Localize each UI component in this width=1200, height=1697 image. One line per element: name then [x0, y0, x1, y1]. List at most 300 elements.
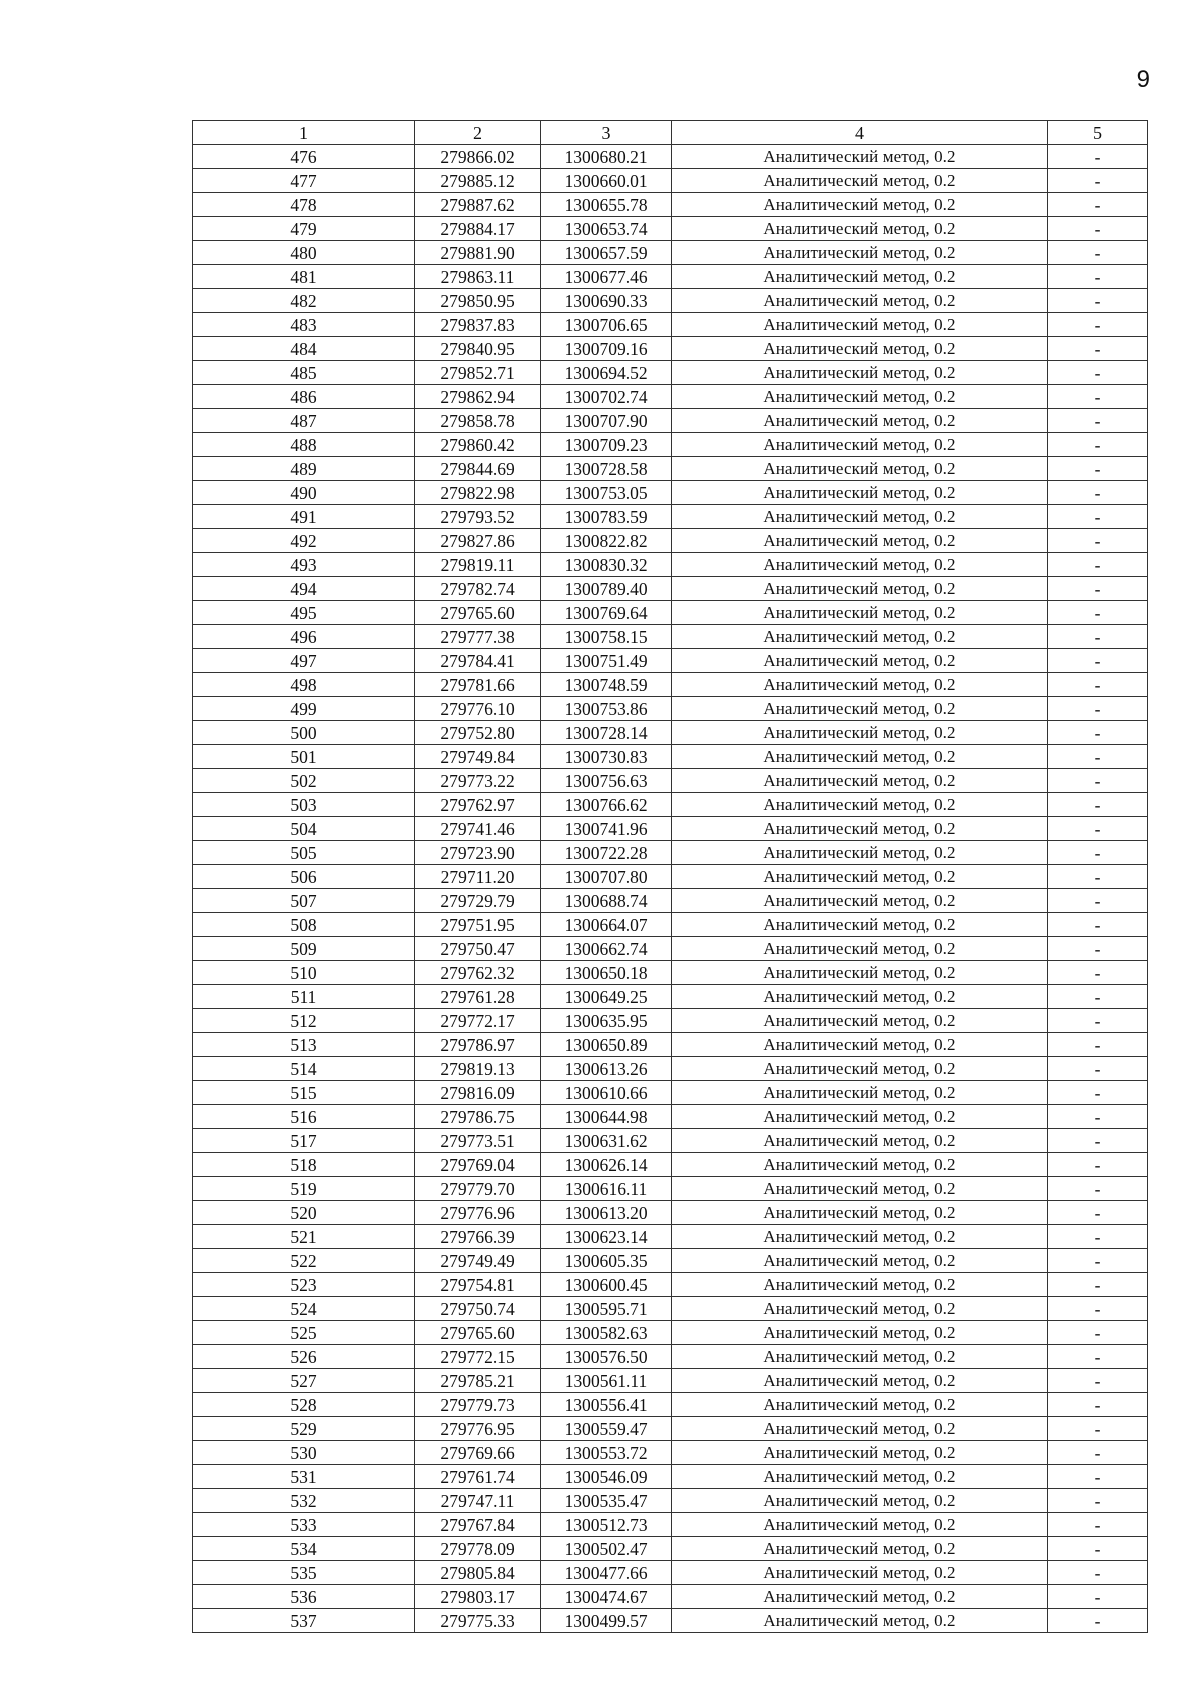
x-coordinate-cell: 279778.09 [415, 1537, 541, 1561]
remark-cell: - [1048, 1129, 1148, 1153]
table-row [193, 865, 1148, 889]
y-coordinate-cell: 1300559.47 [541, 1417, 672, 1441]
method-accuracy-cell: Аналитический метод, 0.2 [672, 409, 1048, 433]
y-coordinate-cell: 1300702.74 [541, 385, 672, 409]
table-row [193, 673, 1148, 697]
method-accuracy-cell: Аналитический метод, 0.2 [672, 1321, 1048, 1345]
method-accuracy-cell: Аналитический метод, 0.2 [672, 265, 1048, 289]
table-row [193, 721, 1148, 745]
remark-cell: - [1048, 649, 1148, 673]
x-coordinate-cell: 279741.46 [415, 817, 541, 841]
x-coordinate-cell: 279751.95 [415, 913, 541, 937]
point-number-cell: 526 [193, 1345, 415, 1369]
y-coordinate-cell: 1300730.83 [541, 745, 672, 769]
method-accuracy-cell: Аналитический метод, 0.2 [672, 1129, 1048, 1153]
x-coordinate-cell: 279844.69 [415, 457, 541, 481]
y-coordinate-cell: 1300512.73 [541, 1513, 672, 1537]
point-number-cell: 517 [193, 1129, 415, 1153]
point-number-cell: 489 [193, 457, 415, 481]
y-coordinate-cell: 1300657.59 [541, 241, 672, 265]
y-coordinate-cell: 1300553.72 [541, 1441, 672, 1465]
x-coordinate-cell: 279750.74 [415, 1297, 541, 1321]
table-row [193, 913, 1148, 937]
table-row [193, 1321, 1148, 1345]
method-accuracy-cell: Аналитический метод, 0.2 [672, 529, 1048, 553]
x-coordinate-cell: 279729.79 [415, 889, 541, 913]
method-accuracy-cell: Аналитический метод, 0.2 [672, 865, 1048, 889]
remark-cell: - [1048, 169, 1148, 193]
table-row [193, 457, 1148, 481]
y-coordinate-cell: 1300707.90 [541, 409, 672, 433]
x-coordinate-cell: 279775.33 [415, 1609, 541, 1633]
method-accuracy-cell: Аналитический метод, 0.2 [672, 793, 1048, 817]
remark-cell: - [1048, 289, 1148, 313]
table-row [193, 1249, 1148, 1273]
y-coordinate-cell: 1300623.14 [541, 1225, 672, 1249]
x-coordinate-cell: 279781.66 [415, 673, 541, 697]
method-accuracy-cell: Аналитический метод, 0.2 [672, 1561, 1048, 1585]
y-coordinate-cell: 1300783.59 [541, 505, 672, 529]
point-number-cell: 535 [193, 1561, 415, 1585]
x-coordinate-cell: 279819.11 [415, 553, 541, 577]
point-number-cell: 488 [193, 433, 415, 457]
remark-cell: - [1048, 313, 1148, 337]
table-row [193, 1609, 1148, 1633]
method-accuracy-cell: Аналитический метод, 0.2 [672, 1465, 1048, 1489]
remark-cell: - [1048, 577, 1148, 601]
remark-cell: - [1048, 625, 1148, 649]
remark-cell: - [1048, 1465, 1148, 1489]
remark-cell: - [1048, 505, 1148, 529]
method-accuracy-cell: Аналитический метод, 0.2 [672, 1177, 1048, 1201]
table-row [193, 193, 1148, 217]
table-row [193, 1177, 1148, 1201]
point-number-cell: 492 [193, 529, 415, 553]
remark-cell: - [1048, 721, 1148, 745]
y-coordinate-cell: 1300655.78 [541, 193, 672, 217]
point-number-cell: 534 [193, 1537, 415, 1561]
point-number-cell: 533 [193, 1513, 415, 1537]
point-number-cell: 480 [193, 241, 415, 265]
point-number-cell: 499 [193, 697, 415, 721]
x-coordinate-cell: 279863.11 [415, 265, 541, 289]
x-coordinate-cell: 279782.74 [415, 577, 541, 601]
remark-cell: - [1048, 1201, 1148, 1225]
x-coordinate-cell: 279866.02 [415, 145, 541, 169]
x-coordinate-cell: 279749.84 [415, 745, 541, 769]
method-accuracy-cell: Аналитический метод, 0.2 [672, 625, 1048, 649]
table-row [193, 1297, 1148, 1321]
x-coordinate-cell: 279773.51 [415, 1129, 541, 1153]
method-accuracy-cell: Аналитический метод, 0.2 [672, 697, 1048, 721]
method-accuracy-cell: Аналитический метод, 0.2 [672, 1585, 1048, 1609]
remark-cell: - [1048, 265, 1148, 289]
x-coordinate-cell: 279769.04 [415, 1153, 541, 1177]
method-accuracy-cell: Аналитический метод, 0.2 [672, 577, 1048, 601]
x-coordinate-cell: 279852.71 [415, 361, 541, 385]
x-coordinate-cell: 279772.15 [415, 1345, 541, 1369]
x-coordinate-cell: 279766.39 [415, 1225, 541, 1249]
method-accuracy-cell: Аналитический метод, 0.2 [672, 1033, 1048, 1057]
table-row [193, 1033, 1148, 1057]
remark-cell: - [1048, 217, 1148, 241]
y-coordinate-cell: 1300626.14 [541, 1153, 672, 1177]
x-coordinate-cell: 279761.74 [415, 1465, 541, 1489]
remark-cell: - [1048, 385, 1148, 409]
method-accuracy-cell: Аналитический метод, 0.2 [672, 769, 1048, 793]
header-cell-4: 4 [672, 121, 1048, 145]
x-coordinate-cell: 279881.90 [415, 241, 541, 265]
table-row [193, 217, 1148, 241]
method-accuracy-cell: Аналитический метод, 0.2 [672, 889, 1048, 913]
point-number-cell: 494 [193, 577, 415, 601]
y-coordinate-cell: 1300680.21 [541, 145, 672, 169]
x-coordinate-cell: 279767.84 [415, 1513, 541, 1537]
point-number-cell: 507 [193, 889, 415, 913]
x-coordinate-cell: 279862.94 [415, 385, 541, 409]
point-number-cell: 483 [193, 313, 415, 337]
y-coordinate-cell: 1300758.15 [541, 625, 672, 649]
table-row [193, 145, 1148, 169]
table-row [193, 505, 1148, 529]
y-coordinate-cell: 1300649.25 [541, 985, 672, 1009]
method-accuracy-cell: Аналитический метод, 0.2 [672, 481, 1048, 505]
point-number-cell: 477 [193, 169, 415, 193]
remark-cell: - [1048, 529, 1148, 553]
table-row [193, 649, 1148, 673]
table-row [193, 1465, 1148, 1489]
table-row [193, 769, 1148, 793]
table-row [193, 817, 1148, 841]
method-accuracy-cell: Аналитический метод, 0.2 [672, 817, 1048, 841]
y-coordinate-cell: 1300631.62 [541, 1129, 672, 1153]
remark-cell: - [1048, 553, 1148, 577]
point-number-cell: 502 [193, 769, 415, 793]
remark-cell: - [1048, 193, 1148, 217]
remark-cell: - [1048, 1249, 1148, 1273]
table-row [193, 1129, 1148, 1153]
method-accuracy-cell: Аналитический метод, 0.2 [672, 1273, 1048, 1297]
remark-cell: - [1048, 1369, 1148, 1393]
coordinates-table [192, 120, 1148, 1633]
remark-cell: - [1048, 1057, 1148, 1081]
y-coordinate-cell: 1300561.11 [541, 1369, 672, 1393]
x-coordinate-cell: 279776.10 [415, 697, 541, 721]
remark-cell: - [1048, 793, 1148, 817]
point-number-cell: 537 [193, 1609, 415, 1633]
remark-cell: - [1048, 1273, 1148, 1297]
point-number-cell: 509 [193, 937, 415, 961]
method-accuracy-cell: Аналитический метод, 0.2 [672, 1393, 1048, 1417]
method-accuracy-cell: Аналитический метод, 0.2 [672, 601, 1048, 625]
remark-cell: - [1048, 1105, 1148, 1129]
remark-cell: - [1048, 1585, 1148, 1609]
table-row [193, 241, 1148, 265]
x-coordinate-cell: 279803.17 [415, 1585, 541, 1609]
method-accuracy-cell: Аналитический метод, 0.2 [672, 337, 1048, 361]
remark-cell: - [1048, 1033, 1148, 1057]
x-coordinate-cell: 279785.21 [415, 1369, 541, 1393]
point-number-cell: 528 [193, 1393, 415, 1417]
method-accuracy-cell: Аналитический метод, 0.2 [672, 937, 1048, 961]
x-coordinate-cell: 279750.47 [415, 937, 541, 961]
x-coordinate-cell: 279761.28 [415, 985, 541, 1009]
y-coordinate-cell: 1300610.66 [541, 1081, 672, 1105]
y-coordinate-cell: 1300664.07 [541, 913, 672, 937]
y-coordinate-cell: 1300502.47 [541, 1537, 672, 1561]
x-coordinate-cell: 279752.80 [415, 721, 541, 745]
point-number-cell: 514 [193, 1057, 415, 1081]
method-accuracy-cell: Аналитический метод, 0.2 [672, 217, 1048, 241]
method-accuracy-cell: Аналитический метод, 0.2 [672, 1105, 1048, 1129]
remark-cell: - [1048, 433, 1148, 457]
y-coordinate-cell: 1300753.86 [541, 697, 672, 721]
x-coordinate-cell: 279747.11 [415, 1489, 541, 1513]
table-row [193, 553, 1148, 577]
point-number-cell: 520 [193, 1201, 415, 1225]
y-coordinate-cell: 1300766.62 [541, 793, 672, 817]
table-row [193, 1489, 1148, 1513]
y-coordinate-cell: 1300653.74 [541, 217, 672, 241]
point-number-cell: 522 [193, 1249, 415, 1273]
table-row [193, 793, 1148, 817]
method-accuracy-cell: Аналитический метод, 0.2 [672, 169, 1048, 193]
remark-cell: - [1048, 457, 1148, 481]
table-row [193, 169, 1148, 193]
remark-cell: - [1048, 913, 1148, 937]
table-row [193, 1369, 1148, 1393]
y-coordinate-cell: 1300822.82 [541, 529, 672, 553]
y-coordinate-cell: 1300535.47 [541, 1489, 672, 1513]
table-row [193, 433, 1148, 457]
x-coordinate-cell: 279850.95 [415, 289, 541, 313]
table-row [193, 409, 1148, 433]
table-row [193, 265, 1148, 289]
table-row [193, 481, 1148, 505]
y-coordinate-cell: 1300769.64 [541, 601, 672, 625]
method-accuracy-cell: Аналитический метод, 0.2 [672, 1513, 1048, 1537]
remark-cell: - [1048, 1321, 1148, 1345]
page-number: 9 [1136, 66, 1150, 93]
remark-cell: - [1048, 673, 1148, 697]
table-header-row [193, 121, 1148, 145]
method-accuracy-cell: Аналитический метод, 0.2 [672, 1441, 1048, 1465]
table-row [193, 697, 1148, 721]
remark-cell: - [1048, 889, 1148, 913]
y-coordinate-cell: 1300660.01 [541, 169, 672, 193]
table-row [193, 529, 1148, 553]
remark-cell: - [1048, 481, 1148, 505]
x-coordinate-cell: 279858.78 [415, 409, 541, 433]
y-coordinate-cell: 1300650.18 [541, 961, 672, 985]
remark-cell: - [1048, 1345, 1148, 1369]
point-number-cell: 519 [193, 1177, 415, 1201]
table-row [193, 385, 1148, 409]
x-coordinate-cell: 279885.12 [415, 169, 541, 193]
method-accuracy-cell: Аналитический метод, 0.2 [672, 649, 1048, 673]
x-coordinate-cell: 279769.66 [415, 1441, 541, 1465]
y-coordinate-cell: 1300546.09 [541, 1465, 672, 1489]
point-number-cell: 482 [193, 289, 415, 313]
x-coordinate-cell: 279749.49 [415, 1249, 541, 1273]
point-number-cell: 481 [193, 265, 415, 289]
table-row [193, 937, 1148, 961]
method-accuracy-cell: Аналитический метод, 0.2 [672, 673, 1048, 697]
x-coordinate-cell: 279776.96 [415, 1201, 541, 1225]
remark-cell: - [1048, 841, 1148, 865]
table-row [193, 577, 1148, 601]
point-number-cell: 506 [193, 865, 415, 889]
x-coordinate-cell: 279711.20 [415, 865, 541, 889]
point-number-cell: 511 [193, 985, 415, 1009]
remark-cell: - [1048, 865, 1148, 889]
table-row [193, 1081, 1148, 1105]
method-accuracy-cell: Аналитический метод, 0.2 [672, 457, 1048, 481]
point-number-cell: 521 [193, 1225, 415, 1249]
method-accuracy-cell: Аналитический метод, 0.2 [672, 289, 1048, 313]
method-accuracy-cell: Аналитический метод, 0.2 [672, 1609, 1048, 1633]
point-number-cell: 516 [193, 1105, 415, 1129]
method-accuracy-cell: Аналитический метод, 0.2 [672, 1297, 1048, 1321]
x-coordinate-cell: 279884.17 [415, 217, 541, 241]
x-coordinate-cell: 279887.62 [415, 193, 541, 217]
remark-cell: - [1048, 769, 1148, 793]
method-accuracy-cell: Аналитический метод, 0.2 [672, 745, 1048, 769]
method-accuracy-cell: Аналитический метод, 0.2 [672, 1489, 1048, 1513]
y-coordinate-cell: 1300613.20 [541, 1201, 672, 1225]
table-row [193, 601, 1148, 625]
point-number-cell: 513 [193, 1033, 415, 1057]
method-accuracy-cell: Аналитический метод, 0.2 [672, 553, 1048, 577]
y-coordinate-cell: 1300499.57 [541, 1609, 672, 1633]
header-cell-5: 5 [1048, 121, 1148, 145]
y-coordinate-cell: 1300688.74 [541, 889, 672, 913]
y-coordinate-cell: 1300751.49 [541, 649, 672, 673]
table-row [193, 1585, 1148, 1609]
point-number-cell: 501 [193, 745, 415, 769]
table-row [193, 1393, 1148, 1417]
y-coordinate-cell: 1300650.89 [541, 1033, 672, 1057]
point-number-cell: 532 [193, 1489, 415, 1513]
remark-cell: - [1048, 1417, 1148, 1441]
method-accuracy-cell: Аналитический метод, 0.2 [672, 841, 1048, 865]
x-coordinate-cell: 279793.52 [415, 505, 541, 529]
x-coordinate-cell: 279822.98 [415, 481, 541, 505]
x-coordinate-cell: 279765.60 [415, 1321, 541, 1345]
point-number-cell: 510 [193, 961, 415, 985]
method-accuracy-cell: Аналитический метод, 0.2 [672, 1345, 1048, 1369]
y-coordinate-cell: 1300709.23 [541, 433, 672, 457]
remark-cell: - [1048, 409, 1148, 433]
remark-cell: - [1048, 745, 1148, 769]
point-number-cell: 498 [193, 673, 415, 697]
y-coordinate-cell: 1300728.58 [541, 457, 672, 481]
point-number-cell: 478 [193, 193, 415, 217]
y-coordinate-cell: 1300662.74 [541, 937, 672, 961]
y-coordinate-cell: 1300707.80 [541, 865, 672, 889]
remark-cell: - [1048, 697, 1148, 721]
point-number-cell: 527 [193, 1369, 415, 1393]
x-coordinate-cell: 279860.42 [415, 433, 541, 457]
table-row [193, 337, 1148, 361]
method-accuracy-cell: Аналитический метод, 0.2 [672, 241, 1048, 265]
method-accuracy-cell: Аналитический метод, 0.2 [672, 1417, 1048, 1441]
point-number-cell: 497 [193, 649, 415, 673]
table-row [193, 1441, 1148, 1465]
y-coordinate-cell: 1300576.50 [541, 1345, 672, 1369]
method-accuracy-cell: Аналитический метод, 0.2 [672, 1057, 1048, 1081]
x-coordinate-cell: 279772.17 [415, 1009, 541, 1033]
point-number-cell: 484 [193, 337, 415, 361]
y-coordinate-cell: 1300706.65 [541, 313, 672, 337]
table-row [193, 289, 1148, 313]
table-row [193, 1273, 1148, 1297]
method-accuracy-cell: Аналитический метод, 0.2 [672, 505, 1048, 529]
x-coordinate-cell: 279723.90 [415, 841, 541, 865]
y-coordinate-cell: 1300789.40 [541, 577, 672, 601]
x-coordinate-cell: 279754.81 [415, 1273, 541, 1297]
point-number-cell: 490 [193, 481, 415, 505]
table-row [193, 1513, 1148, 1537]
remark-cell: - [1048, 241, 1148, 265]
y-coordinate-cell: 1300728.14 [541, 721, 672, 745]
remark-cell: - [1048, 817, 1148, 841]
remark-cell: - [1048, 1177, 1148, 1201]
x-coordinate-cell: 279779.73 [415, 1393, 541, 1417]
method-accuracy-cell: Аналитический метод, 0.2 [672, 1225, 1048, 1249]
table-row [193, 1057, 1148, 1081]
y-coordinate-cell: 1300830.32 [541, 553, 672, 577]
remark-cell: - [1048, 1297, 1148, 1321]
y-coordinate-cell: 1300677.46 [541, 265, 672, 289]
method-accuracy-cell: Аналитический метод, 0.2 [672, 433, 1048, 457]
table-row [193, 361, 1148, 385]
table-row [193, 1225, 1148, 1249]
point-number-cell: 505 [193, 841, 415, 865]
y-coordinate-cell: 1300644.98 [541, 1105, 672, 1129]
point-number-cell: 476 [193, 145, 415, 169]
remark-cell: - [1048, 1153, 1148, 1177]
header-cell-3: 3 [541, 121, 672, 145]
remark-cell: - [1048, 985, 1148, 1009]
method-accuracy-cell: Аналитический метод, 0.2 [672, 721, 1048, 745]
x-coordinate-cell: 279777.38 [415, 625, 541, 649]
method-accuracy-cell: Аналитический метод, 0.2 [672, 1153, 1048, 1177]
y-coordinate-cell: 1300756.63 [541, 769, 672, 793]
y-coordinate-cell: 1300741.96 [541, 817, 672, 841]
y-coordinate-cell: 1300600.45 [541, 1273, 672, 1297]
remark-cell: - [1048, 1009, 1148, 1033]
y-coordinate-cell: 1300582.63 [541, 1321, 672, 1345]
table-row [193, 985, 1148, 1009]
table-row [193, 1417, 1148, 1441]
table-row [193, 1201, 1148, 1225]
point-number-cell: 531 [193, 1465, 415, 1489]
method-accuracy-cell: Аналитический метод, 0.2 [672, 1201, 1048, 1225]
point-number-cell: 479 [193, 217, 415, 241]
method-accuracy-cell: Аналитический метод, 0.2 [672, 961, 1048, 985]
remark-cell: - [1048, 601, 1148, 625]
x-coordinate-cell: 279786.75 [415, 1105, 541, 1129]
y-coordinate-cell: 1300556.41 [541, 1393, 672, 1417]
table-row [193, 1009, 1148, 1033]
table-row [193, 745, 1148, 769]
coordinates-table-body [193, 121, 1148, 1633]
y-coordinate-cell: 1300635.95 [541, 1009, 672, 1033]
method-accuracy-cell: Аналитический метод, 0.2 [672, 1537, 1048, 1561]
y-coordinate-cell: 1300474.67 [541, 1585, 672, 1609]
remark-cell: - [1048, 1393, 1148, 1417]
